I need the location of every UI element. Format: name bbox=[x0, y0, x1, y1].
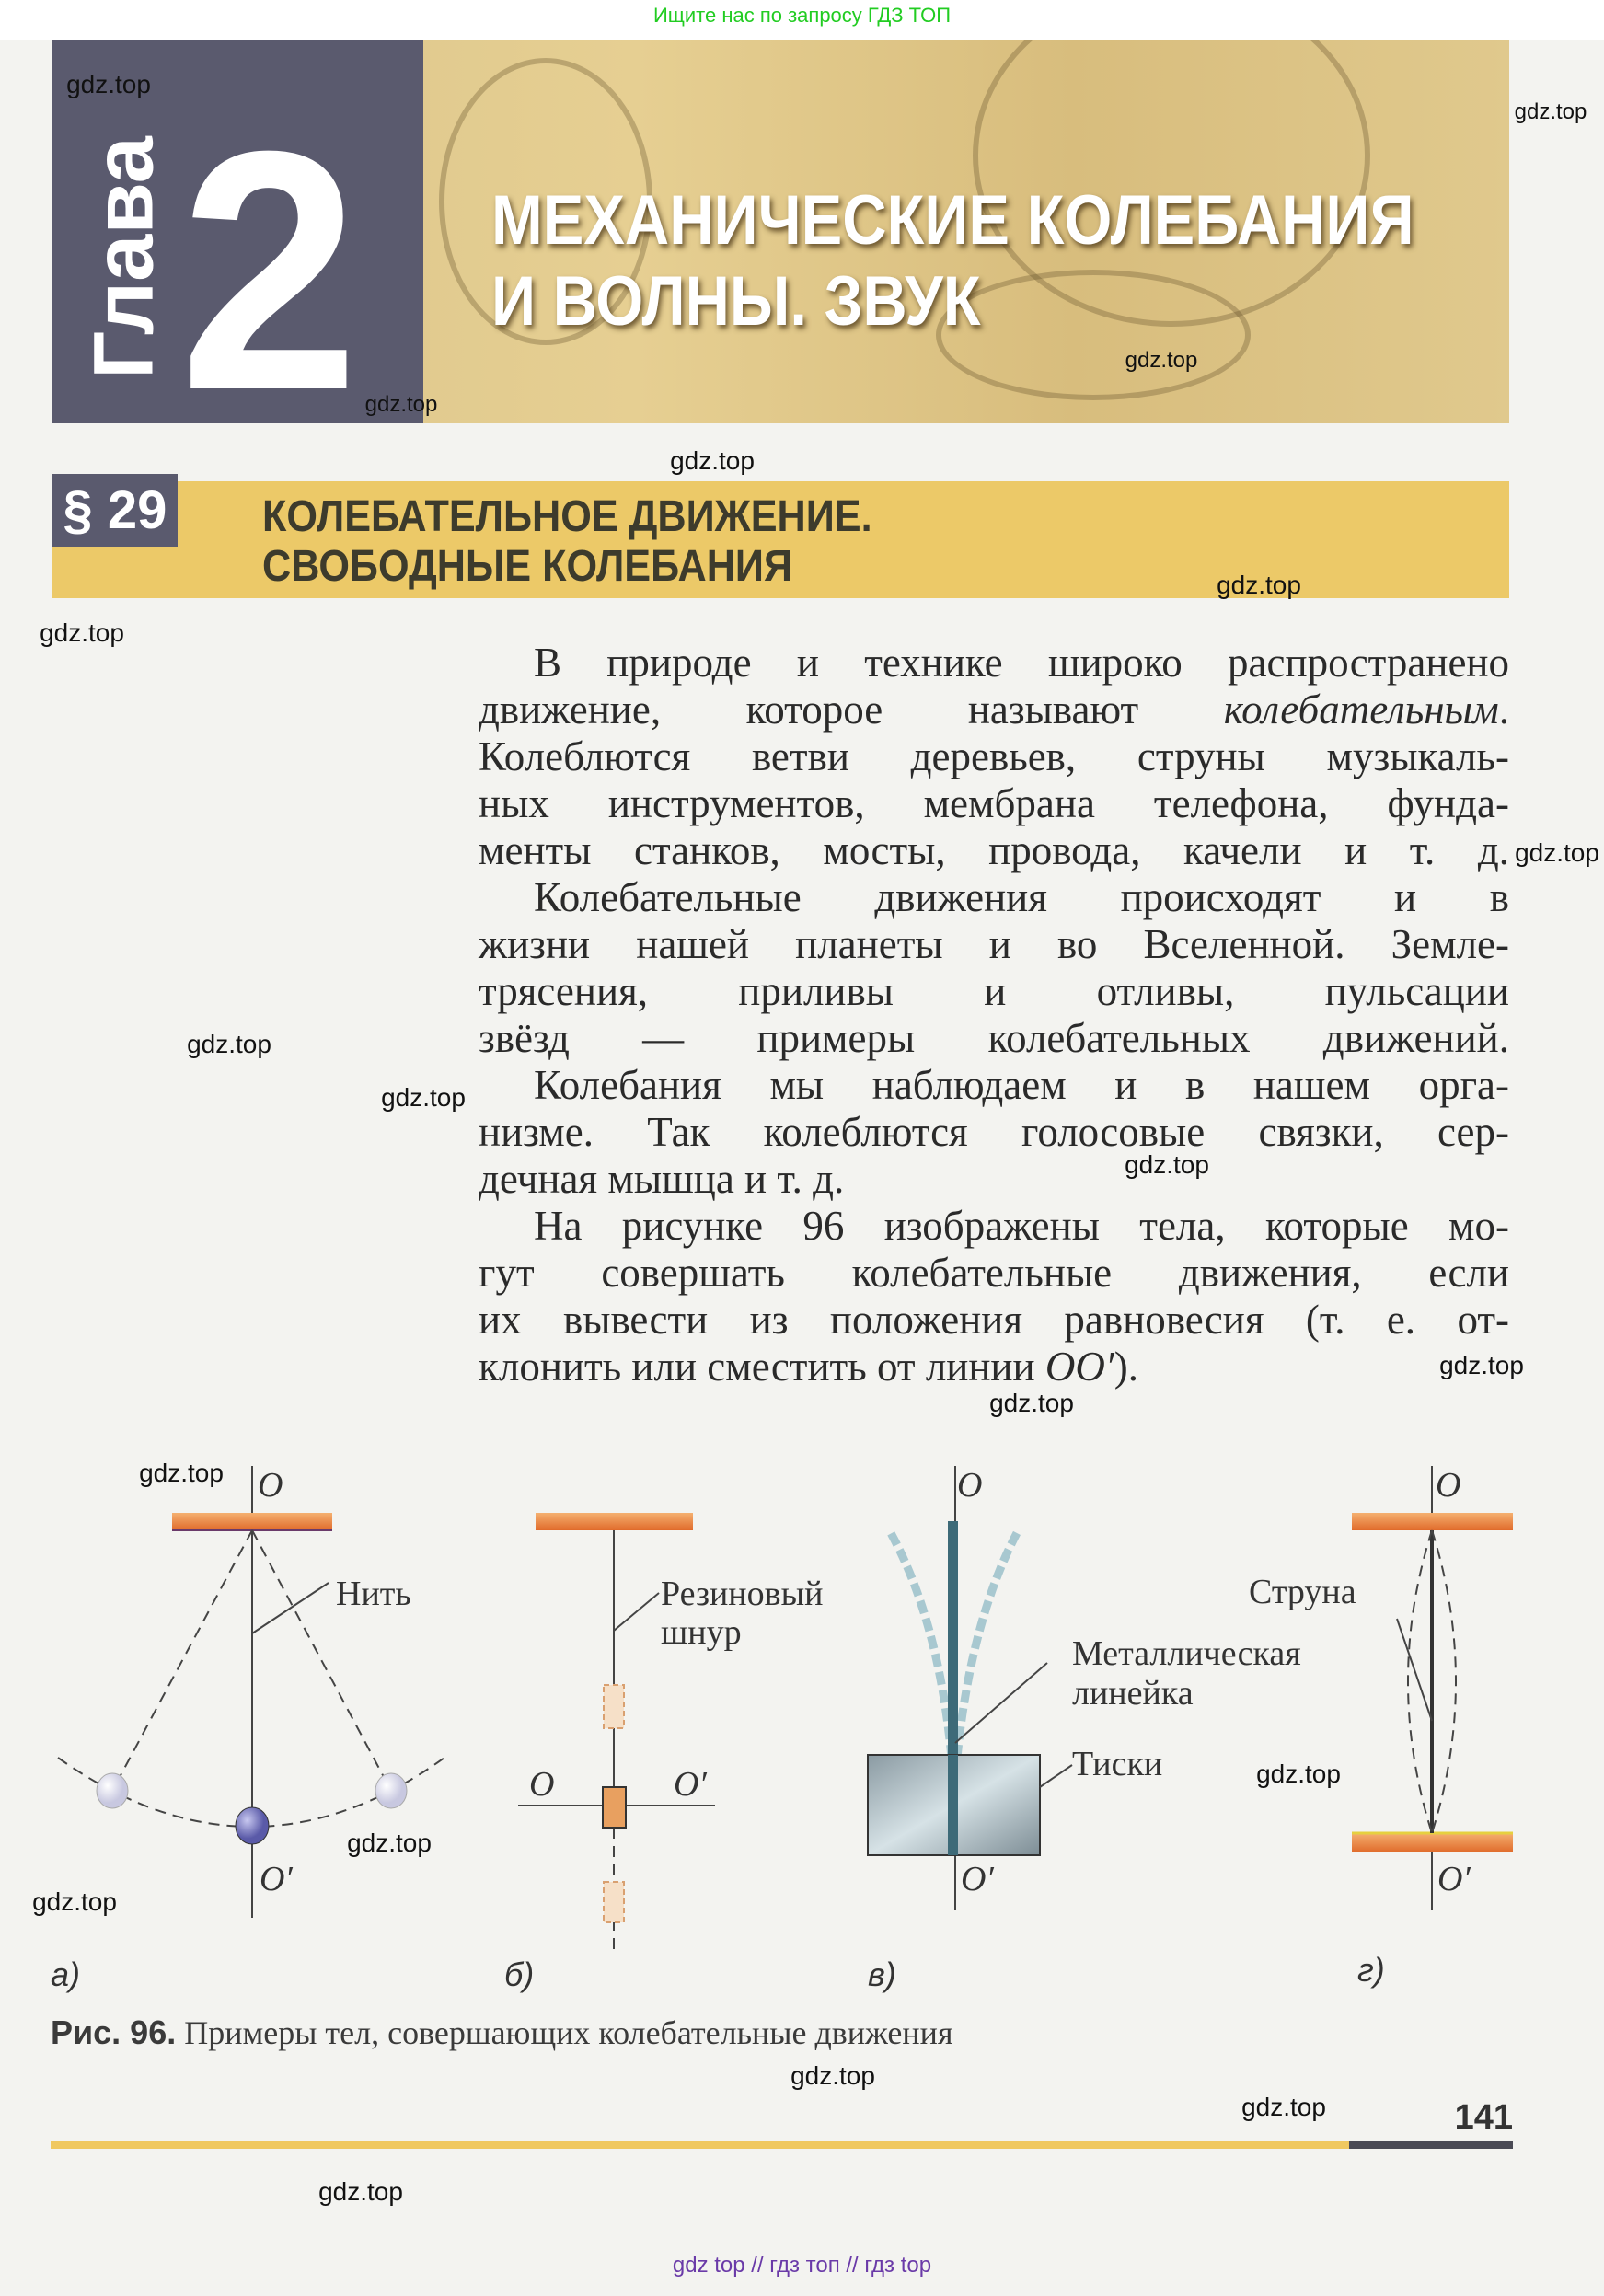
axis-label-o: O bbox=[529, 1765, 555, 1804]
ball-ghost bbox=[375, 1773, 407, 1808]
panel-label-b: б) bbox=[504, 1956, 535, 1993]
watermark: gdz.top bbox=[364, 392, 438, 417]
label-vise: Тиски bbox=[1072, 1745, 1163, 1783]
text-segment: Колеблются ветви деревьев, струны музыкаль- bbox=[479, 733, 1509, 779]
section-title-line: КОЛЕБАТЕЛЬНОЕ ДВИЖЕНИЕ. bbox=[262, 492, 872, 541]
weight bbox=[603, 1787, 626, 1828]
weight-ghost bbox=[604, 1685, 624, 1728]
section-number: § 29 bbox=[52, 474, 178, 547]
ruler-ghost bbox=[890, 1531, 952, 1758]
text-segment: дечная мышца и т. д. bbox=[479, 1156, 845, 1202]
watermark: gdz.top bbox=[1439, 1351, 1524, 1379]
chapter-word: Глава bbox=[76, 136, 171, 379]
watermark: gdz.top bbox=[1125, 1150, 1209, 1179]
caption-text: Примеры тел, совершающих колебательные движения bbox=[176, 2014, 953, 2051]
label-rubber-cord: шнур bbox=[661, 1613, 742, 1652]
watermark: gdz.top bbox=[139, 1459, 224, 1487]
panel-label-a: а) bbox=[51, 1956, 81, 1993]
section-title-line: СВОБОДНЫЕ КОЛЕБАНИЯ bbox=[262, 542, 793, 591]
bottom-note: gdz top // гдз топ // гдз top bbox=[672, 2253, 932, 2278]
top-support bbox=[1352, 1513, 1513, 1530]
weight-ghost bbox=[604, 1882, 624, 1922]
axis-label-o-prime: O′ bbox=[674, 1765, 707, 1804]
watermark: gdz.top bbox=[347, 1829, 432, 1857]
emphasized-text: колебательным bbox=[1223, 686, 1499, 733]
ruler-ghost bbox=[957, 1531, 1018, 1758]
text-segment: ). bbox=[1114, 1344, 1138, 1390]
text-segment: клонить или сместить от линии bbox=[479, 1344, 1045, 1390]
text-segment: гут совершать колебательные движения, если bbox=[479, 1250, 1509, 1296]
caption-label: Рис. 96. bbox=[51, 2013, 177, 2051]
chapter-title-line: И ВОЛНЫ. ЗВУК bbox=[491, 262, 981, 340]
label-thread: Нить bbox=[336, 1575, 411, 1613]
ruler-diagram bbox=[868, 1466, 1072, 1910]
watermark: gdz.top bbox=[1125, 348, 1198, 373]
watermark: gdz.top bbox=[381, 1083, 466, 1112]
watermark: gdz.top bbox=[318, 2177, 403, 2206]
watermark: gdz.top bbox=[670, 446, 755, 475]
ball-ghost bbox=[97, 1773, 128, 1808]
emphasized-text: OO′ bbox=[1044, 1344, 1114, 1390]
ceiling-support bbox=[536, 1513, 693, 1530]
text-segment: Колебательные движения происходят и в bbox=[534, 874, 1509, 920]
string-ghost bbox=[1432, 1530, 1456, 1833]
text-segment: . bbox=[1498, 686, 1509, 733]
watermark: gdz.top bbox=[790, 2061, 875, 2090]
pendulum-ball bbox=[236, 1807, 269, 1844]
leader-line bbox=[1397, 1619, 1432, 1721]
label-metal-ruler: Металлическая bbox=[1072, 1634, 1301, 1673]
label-string: Струна bbox=[1249, 1573, 1356, 1611]
metal-ruler-clamped bbox=[948, 1755, 958, 1855]
leader-line bbox=[614, 1593, 659, 1631]
footer-rule bbox=[51, 2141, 1349, 2149]
chapter-number: 2 bbox=[179, 81, 360, 461]
axis-label-o-prime: O′ bbox=[1437, 1860, 1471, 1898]
text-segment: жизни нашей планеты и во Вселенной. Земле- bbox=[479, 921, 1509, 967]
leader-line bbox=[252, 1583, 329, 1633]
text-segment: их вывести из положения равновесия (т. е. от- bbox=[479, 1297, 1509, 1343]
text-segment: Колебания мы наблюдаем и в нашем орга- bbox=[534, 1062, 1509, 1108]
label-rubber-cord: Резиновый bbox=[661, 1575, 824, 1613]
leader-line bbox=[1040, 1765, 1072, 1787]
watermark: gdz.top bbox=[1515, 838, 1599, 867]
watermark: gdz.top bbox=[40, 618, 124, 647]
string-ghost bbox=[1408, 1530, 1432, 1833]
page-number: 141 bbox=[1454, 2098, 1513, 2137]
figure-caption bbox=[51, 2013, 953, 2052]
watermark: gdz.top bbox=[1256, 1759, 1341, 1788]
watermark: gdz.top bbox=[1241, 2093, 1326, 2121]
text-segment: трясения, приливы и отливы, пульсации bbox=[479, 968, 1509, 1014]
panel-label-g: г) bbox=[1357, 1951, 1385, 1989]
thread-deflected bbox=[252, 1530, 391, 1791]
bottom-support bbox=[1352, 1833, 1513, 1852]
ceiling-support bbox=[172, 1513, 332, 1530]
text-segment: ных инструментов, мембрана телефона, фунда- bbox=[479, 780, 1509, 826]
text-segment: менты станков, мосты, провода, качели и т. д. bbox=[479, 827, 1509, 873]
search-hint: Ищите нас по запросу ГДЗ ТОП bbox=[652, 4, 952, 27]
watermark: gdz.top bbox=[1514, 99, 1587, 124]
footer-rule-dark bbox=[1349, 2141, 1513, 2149]
axis-label-o: O bbox=[957, 1466, 983, 1505]
chapter-title-line: МЕХАНИЧЕСКИЕ КОЛЕБАНИЯ bbox=[491, 181, 1414, 260]
text-segment: В природе и технике широко распространено bbox=[534, 640, 1509, 686]
watermark: gdz.top bbox=[66, 70, 151, 98]
axis-label-o-prime: O′ bbox=[260, 1860, 293, 1898]
axis-label-o-prime: O′ bbox=[961, 1860, 994, 1898]
axis-label-o: O bbox=[258, 1466, 283, 1505]
watermark: gdz.top bbox=[989, 1389, 1074, 1417]
watermark: gdz.top bbox=[32, 1887, 117, 1916]
text-segment: звёзд — примеры колебательных движений. bbox=[479, 1015, 1509, 1061]
string-diagram bbox=[1352, 1466, 1513, 1910]
text-segment: движение, которое называют bbox=[479, 686, 1224, 733]
axis-label-o: O bbox=[1436, 1466, 1461, 1505]
watermark: gdz.top bbox=[187, 1030, 271, 1058]
label-metal-ruler: линейка bbox=[1072, 1674, 1194, 1713]
thread-deflected bbox=[112, 1530, 252, 1791]
text-segment: низме. Так колеблются голосовые связки, сер- bbox=[479, 1109, 1509, 1155]
watermark: gdz.top bbox=[1217, 571, 1301, 599]
text-segment: На рисунке 96 изображены тела, которые мо- bbox=[534, 1203, 1509, 1249]
panel-label-v: в) bbox=[868, 1956, 896, 1993]
